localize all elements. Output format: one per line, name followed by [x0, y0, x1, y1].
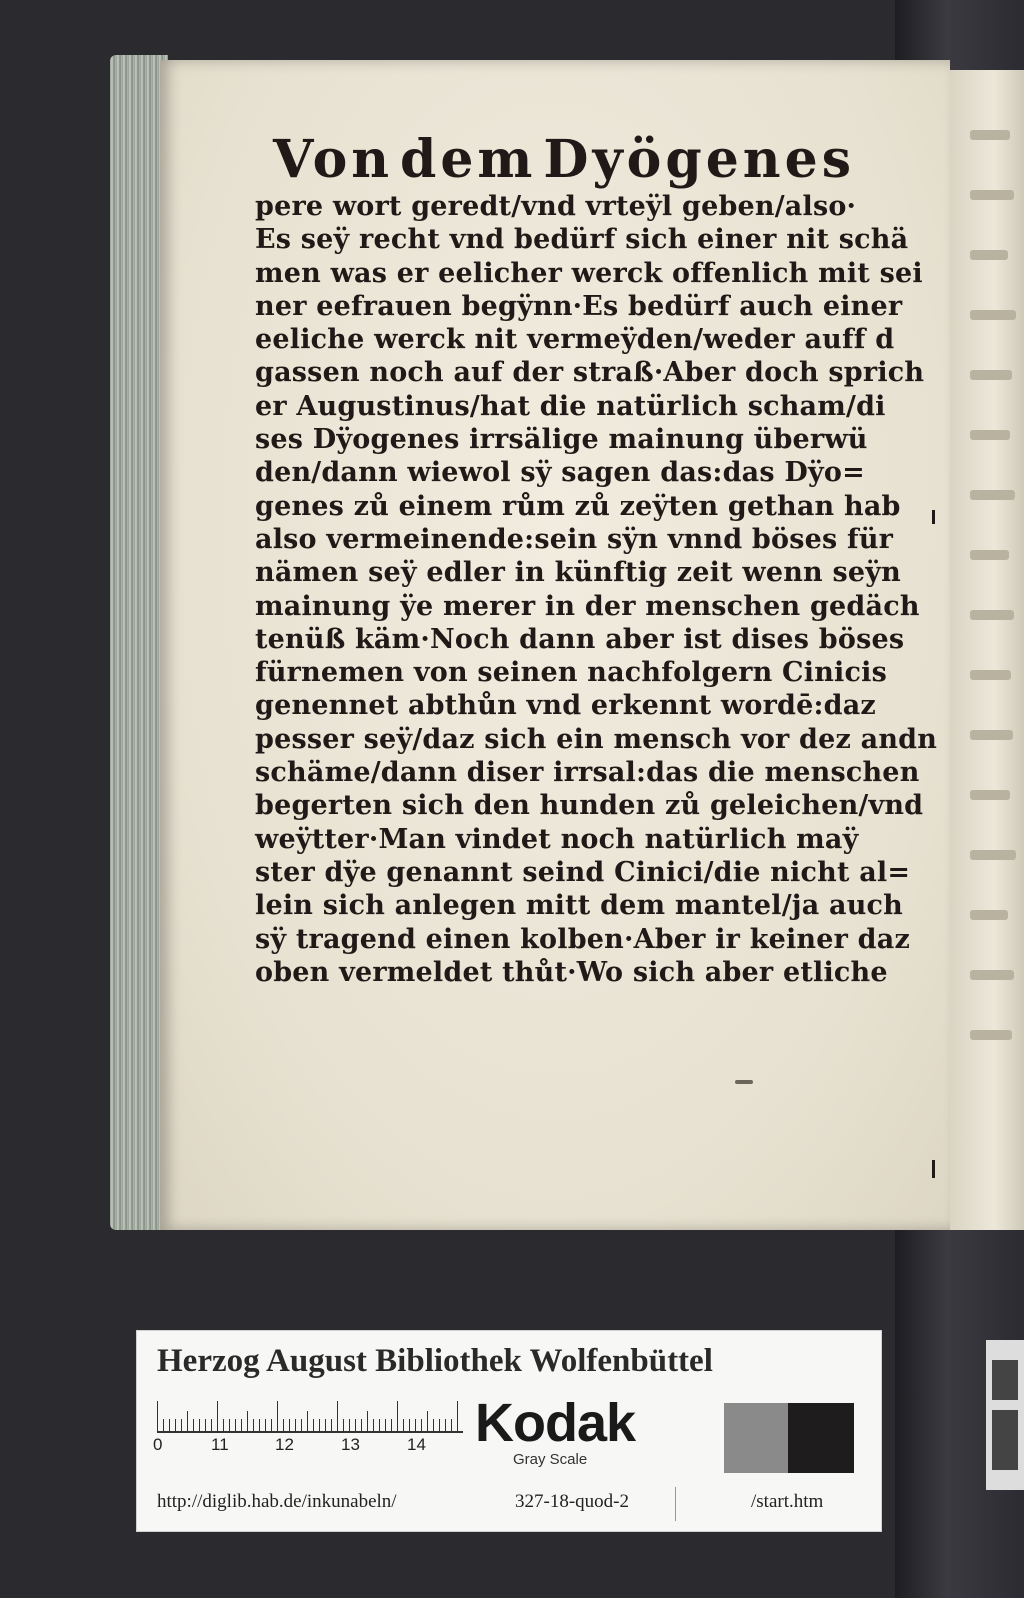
start-path: /start.htm: [751, 1491, 824, 1512]
margin-mark: [932, 1160, 935, 1178]
library-name: Herzog August Bibliothek Wolfenbüttel: [157, 1343, 713, 1379]
text-line: genes zů einem rům zů zeÿten gethan hab: [255, 490, 901, 522]
ruler-number: 12: [275, 1435, 294, 1454]
text-line: fürnemen von seinen nachfolgern Cinicis: [255, 657, 887, 689]
text-line: den/dann wiewol sÿ sagen das:das Dÿo=: [255, 457, 865, 489]
ink-speck: [735, 1080, 753, 1084]
ruler-number: 11: [211, 1435, 229, 1454]
text-line: genennet abthůn vnd erkennt wordē:daz: [255, 690, 876, 722]
gray-swatch-dark: [788, 1403, 854, 1473]
text-line: ster dÿe genannt seind Cinici/die nicht al=: [255, 856, 911, 888]
heading-word: Dyögenes: [543, 129, 855, 190]
text-line: pere wort geredt/vnd vrteÿl geben/also·: [255, 191, 857, 222]
brand-logo: Kodak: [475, 1393, 636, 1453]
brand-subtitle: Gray Scale: [513, 1451, 588, 1468]
separator: [675, 1487, 676, 1521]
text-line: Es seÿ recht vnd bedürf sich einer nit schä: [255, 224, 909, 256]
shelfmark: 327-18-quod-2: [515, 1491, 629, 1512]
text-line: lein sich anlegen mitt dem mantel/ja auch: [255, 890, 904, 922]
text-line: gassen noch auf der straß·Aber doch sprich: [255, 357, 925, 389]
heading-word: dem: [399, 129, 537, 190]
ruler-number: 14: [407, 1435, 426, 1454]
adjacent-card-edge: [986, 1340, 1024, 1490]
text-line: men was er eelicher werck offenlich mit sei: [255, 257, 923, 289]
text-line: pesser seÿ/daz sich ein mensch vor dez andn: [255, 723, 938, 755]
text-line: er Augustinus/hat die natürlich scham/di: [255, 390, 886, 422]
text-line: eeliche werck nit vermeÿden/weder auff d: [255, 324, 895, 356]
next-page-edge: [950, 70, 1024, 1230]
heading-word: Von: [273, 129, 394, 190]
margin-mark: [932, 510, 935, 524]
book-page: [160, 60, 950, 1230]
text-line: mainung ÿe merer in der menschen gedäch: [255, 590, 920, 622]
text-line: sÿ tragend einen kolben·Aber ir keiner daz: [255, 923, 910, 955]
ruler-number: 13: [341, 1435, 360, 1454]
page-text: [255, 129, 938, 989]
ruler: [157, 1399, 463, 1433]
color-reference-card: [136, 1330, 882, 1532]
text-line: ner eefrauen begÿnn·Es bedürf auch einer: [255, 290, 903, 322]
text-line: nämen seÿ edler in künftig zeit wenn seÿn: [255, 557, 901, 589]
source-url: http://diglib.hab.de/inkunabeln/: [157, 1491, 397, 1512]
gray-swatch-mid: [724, 1403, 788, 1473]
text-line: schäme/dann diser irrsal:das die menschen: [255, 757, 920, 789]
text-line: also vermeinende:sein sÿn vnnd böses für: [255, 523, 894, 555]
text-line: tenüß käm·Noch dann aber ist dises böses: [255, 623, 905, 655]
page-heading: [255, 130, 855, 190]
text-line: ses Dÿogenes irrsälige mainung überwü: [255, 424, 868, 456]
ruler-number: 0: [153, 1435, 163, 1454]
text-line: weÿtter·Man vindet noch natürlich maÿ: [255, 823, 859, 855]
text-line: oben vermeldet thůt·Wo sich aber etliche: [255, 956, 888, 988]
text-line: begerten sich den hunden zů geleichen/vnd: [255, 790, 924, 822]
